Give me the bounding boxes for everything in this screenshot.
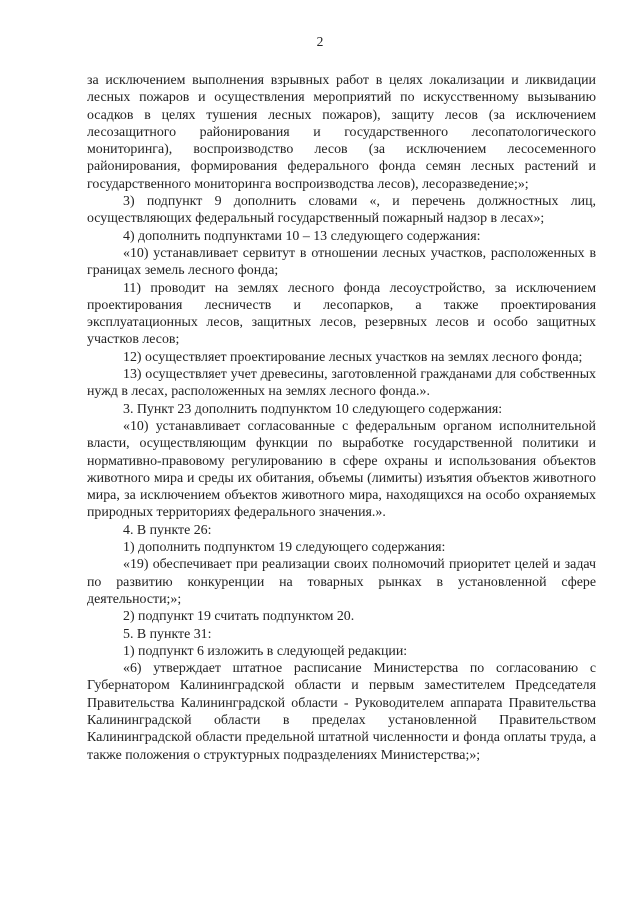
paragraph-clause-4-item-19: «19) обеспечивает при реализации своих полномочий приоритет целей и задач по развитию конкуренции на товарных рынках в установленной сфере деятельности;»; bbox=[87, 557, 596, 607]
paragraph-clause-4-sub-1: 1) дополнить подпунктом 19 следующего содержания: bbox=[123, 540, 446, 556]
paragraph-clause-5-sub-1: 1) подпункт 6 изложить в следующей редакции: bbox=[123, 643, 408, 659]
paragraph-subpoint-3: 3) подпункт 9 дополнить словами «, и перечень должностных лиц, осуществляющих федеральный государственный пожарный надзор в лесах»; bbox=[87, 194, 596, 227]
paragraph-item-12: 12) осуществляет проектирование лесных участков на землях лесного фонда; bbox=[123, 349, 583, 365]
document-body bbox=[87, 72, 596, 764]
paragraph-clause-4-sub-2: 2) подпункт 19 считать подпунктом 20. bbox=[123, 609, 355, 625]
paragraph-clause-3: 3. Пункт 23 дополнить подпунктом 10 следующего содержания: bbox=[123, 401, 503, 417]
paragraph-clause-5-item-6: «6) утверждает штатное расписание Министерства по согласованию с Губернатором Калининградской области и первым заместителем Председателя Правительства Калининградской области - Руководителем аппарата Правительства Калининградской области в пределах установленной Правительством Калининградской области предельной штатной численности и фонда оплаты труда, а также положения о структурных подразделениях Министерства;»; bbox=[87, 661, 596, 763]
paragraph-item-11: 11) проводит на землях лесного фонда лесоустройство, за исключением проектирования лесничеств и лесопарков, а также проектирования эксплуатационных лесов, защитных лесов, резервных лесов и особо защитных участков лесов; bbox=[87, 280, 596, 348]
paragraph-clause-3-item-10: «10) устанавливает согласованные с федеральным органом исполнительной власти, осуществляющим функции по выработке государственной политики и нормативно-правовому регулированию в сфере охраны и использования объектов животного мира и среды их обитания, объемы (лимиты) изъятия объектов животного мира, за исключением объектов животного мира, находящихся на особо охраняемых природных территориях федерального значения.». bbox=[87, 418, 596, 521]
paragraph-clause-4: 4. В пункте 26: bbox=[123, 522, 212, 538]
paragraph-item-10: «10) устанавливает сервитут в отношении лесных участков, расположенных в границах земель лесного фонда; bbox=[87, 245, 596, 279]
paragraph-item-13: 13) осуществляет учет древесины, заготовленной гражданами для собственных нужд в лесах, расположенных на землях лесного фонда.». bbox=[87, 367, 596, 400]
paragraph-clause-5: 5. В пункте 31: bbox=[123, 626, 212, 642]
paragraph-continuation: за исключением выполнения взрывных работ в целях локализации и ликвидации лесных пожаров и осуществления мероприятий по искусственному вызыванию осадков в целях тушения лесных пожаров), защиту лесов (за исключением лесозащитного районирования и государственного лесопатологического мониторинга), воспроизводство лесов (за исключением лесосеменного районирования, формирования федерального фонда семян лесных растений и государственного мониторинга воспроизводства лесов), лесоразведение;»; bbox=[87, 73, 596, 192]
page-number: 2 bbox=[316, 34, 324, 49]
paragraph-subpoint-4: 4) дополнить подпунктами 10 – 13 следующего содержания: bbox=[123, 228, 481, 244]
